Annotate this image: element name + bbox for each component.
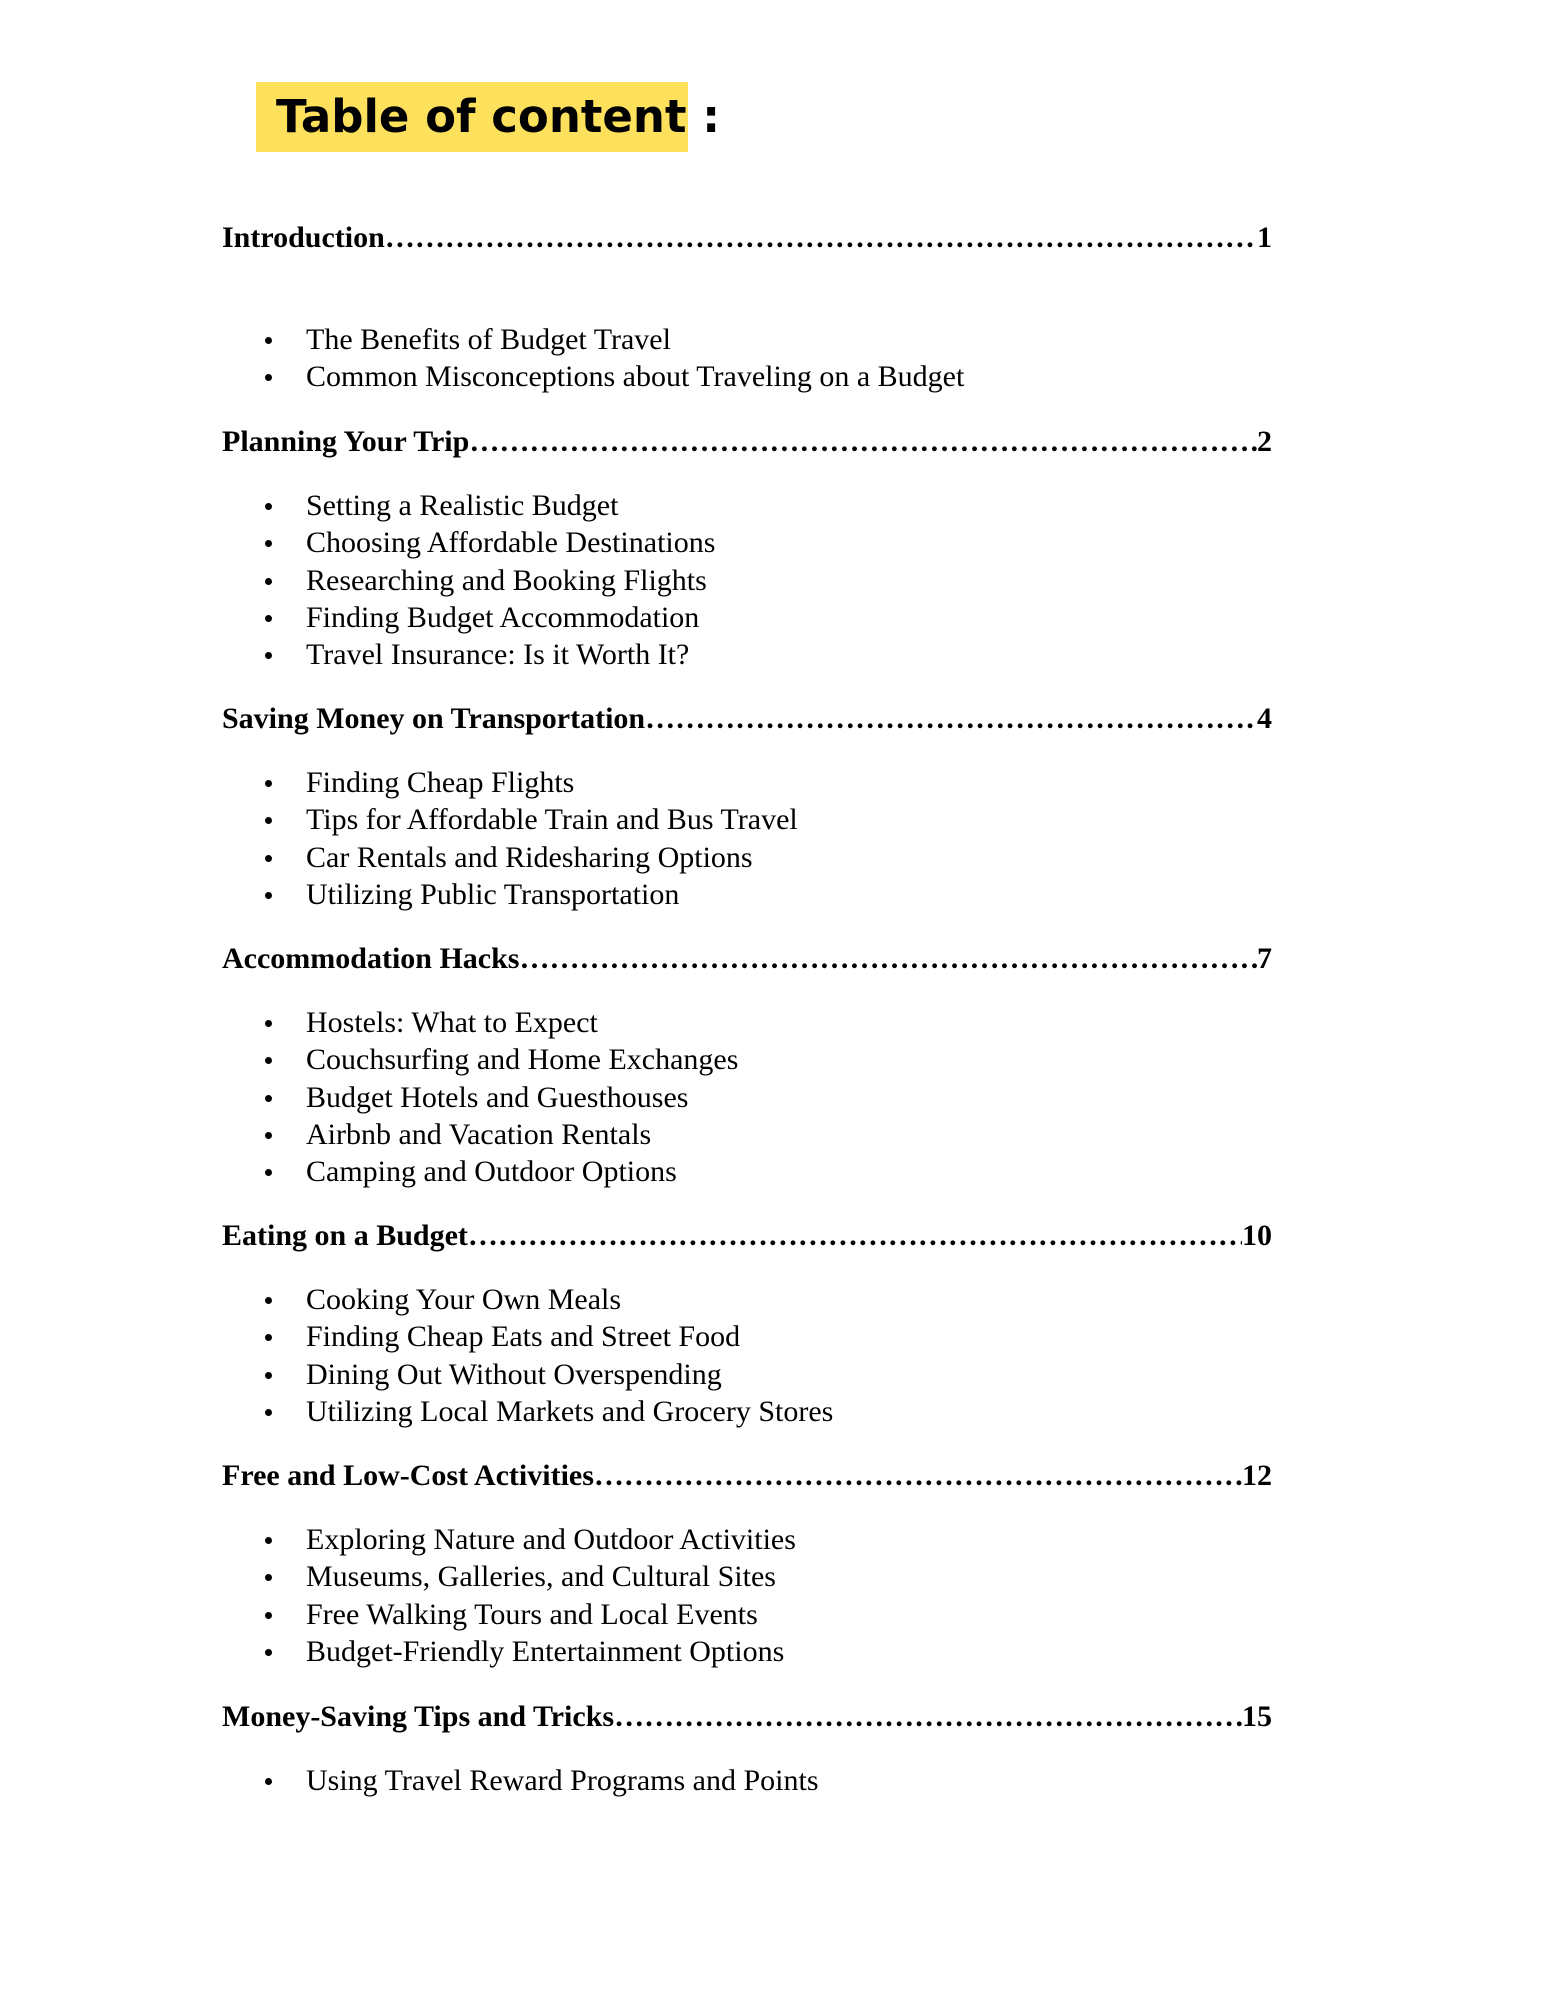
toc-subitem[interactable]: Travel Insurance: Is it Worth It? xyxy=(260,636,715,673)
toc-subitem[interactable]: Dining Out Without Overspending xyxy=(260,1356,833,1393)
toc-heading-page: 1 xyxy=(1257,221,1272,254)
bullet-icon xyxy=(265,1372,272,1379)
bullet-icon xyxy=(265,1334,272,1341)
bullet-icon xyxy=(265,1095,272,1102)
toc-heading-page: 2 xyxy=(1257,425,1272,458)
toc-heading-accommodation[interactable] xyxy=(222,942,1272,982)
toc-subitem[interactable]: Couchsurfing and Home Exchanges xyxy=(260,1041,738,1078)
toc-heading-transportation[interactable] xyxy=(222,702,1272,742)
toc-subitem[interactable]: Museums, Galleries, and Cultural Sites xyxy=(260,1558,796,1595)
toc-heading-eating[interactable] xyxy=(222,1219,1272,1259)
toc-subitem[interactable]: Choosing Affordable Destinations xyxy=(260,524,715,561)
toc-subitem[interactable]: Budget-Friendly Entertainment Options xyxy=(260,1633,796,1670)
bullet-icon xyxy=(265,503,272,510)
toc-heading-title: Planning Your Trip xyxy=(222,425,470,458)
dot-leader xyxy=(469,425,1257,459)
bullet-icon xyxy=(265,1537,272,1544)
dot-leader xyxy=(385,221,1257,255)
toc-subitems-transportation xyxy=(260,764,798,913)
toc-heading-page: 10 xyxy=(1242,1219,1272,1252)
toc-subitem[interactable]: Exploring Nature and Outdoor Activities xyxy=(260,1521,796,1558)
bullet-icon xyxy=(265,1778,272,1785)
bullet-icon xyxy=(265,1057,272,1064)
toc-subitems-activities xyxy=(260,1521,796,1670)
bullet-icon xyxy=(265,1574,272,1581)
toc-heading-title: Free and Low-Cost Activities xyxy=(222,1459,594,1492)
toc-heading-title: Saving Money on Transportation xyxy=(222,702,646,735)
toc-subitem[interactable]: Free Walking Tours and Local Events xyxy=(260,1596,796,1633)
dot-leader xyxy=(468,1219,1242,1253)
toc-heading-title: Introduction xyxy=(222,221,385,254)
bullet-icon xyxy=(265,892,272,899)
toc-subitem[interactable]: Utilizing Public Transportation xyxy=(260,876,798,913)
toc-subitem[interactable]: Finding Budget Accommodation xyxy=(260,599,715,636)
toc-subitems-introduction xyxy=(260,321,964,396)
bullet-icon xyxy=(265,1132,272,1139)
toc-subitem[interactable]: Hostels: What to Expect xyxy=(260,1004,738,1041)
toc-subitem[interactable]: Car Rentals and Ridesharing Options xyxy=(260,839,798,876)
toc-heading-planning[interactable] xyxy=(222,425,1272,465)
dot-leader xyxy=(614,1700,1242,1734)
toc-subitem[interactable]: Using Travel Reward Programs and Points xyxy=(260,1762,819,1799)
toc-heading-money-saving[interactable] xyxy=(222,1700,1272,1740)
toc-subitem[interactable]: Tips for Affordable Train and Bus Travel xyxy=(260,801,798,838)
bullet-icon xyxy=(265,1649,272,1656)
bullet-icon xyxy=(265,1020,272,1027)
toc-subitem[interactable]: Finding Cheap Flights xyxy=(260,764,798,801)
bullet-icon xyxy=(265,1409,272,1416)
dot-leader xyxy=(645,702,1257,736)
bullet-icon xyxy=(265,540,272,547)
toc-subitem[interactable]: The Benefits of Budget Travel xyxy=(260,321,964,358)
bullet-icon xyxy=(265,615,272,622)
dot-leader xyxy=(594,1459,1242,1493)
toc-subitem[interactable]: Budget Hotels and Guesthouses xyxy=(260,1079,738,1116)
dot-leader xyxy=(519,942,1257,976)
bullet-icon xyxy=(265,817,272,824)
bullet-icon xyxy=(265,578,272,585)
bullet-icon xyxy=(265,855,272,862)
bullet-icon xyxy=(265,337,272,344)
toc-heading-page: 12 xyxy=(1242,1459,1272,1492)
toc-subitem[interactable]: Camping and Outdoor Options xyxy=(260,1153,738,1190)
toc-heading-page: 15 xyxy=(1242,1700,1272,1733)
toc-subitems-money-saving xyxy=(260,1762,819,1799)
bullet-icon xyxy=(265,374,272,381)
page-title: Table of content : xyxy=(276,90,721,143)
toc-subitem[interactable]: Researching and Booking Flights xyxy=(260,562,715,599)
toc-heading-introduction[interactable] xyxy=(222,221,1272,261)
toc-heading-title: Accommodation Hacks xyxy=(222,942,520,975)
toc-heading-activities[interactable] xyxy=(222,1459,1272,1499)
bullet-icon xyxy=(265,780,272,787)
bullet-icon xyxy=(265,652,272,659)
toc-heading-title: Money-Saving Tips and Tricks xyxy=(222,1700,615,1733)
bullet-icon xyxy=(265,1169,272,1176)
toc-subitem[interactable]: Finding Cheap Eats and Street Food xyxy=(260,1318,833,1355)
toc-heading-page: 7 xyxy=(1257,942,1272,975)
toc-subitem[interactable]: Airbnb and Vacation Rentals xyxy=(260,1116,738,1153)
toc-subitems-eating xyxy=(260,1281,833,1430)
toc-heading-page: 4 xyxy=(1257,702,1272,735)
toc-subitems-accommodation xyxy=(260,1004,738,1190)
toc-subitem[interactable]: Cooking Your Own Meals xyxy=(260,1281,833,1318)
toc-heading-title: Eating on a Budget xyxy=(222,1219,468,1252)
toc-subitems-planning xyxy=(260,487,715,673)
toc-subitem[interactable]: Common Misconceptions about Traveling on a Budget xyxy=(260,358,964,395)
bullet-icon xyxy=(265,1612,272,1619)
toc-subitem[interactable]: Utilizing Local Markets and Grocery Stores xyxy=(260,1393,833,1430)
toc-subitem[interactable]: Setting a Realistic Budget xyxy=(260,487,715,524)
bullet-icon xyxy=(265,1297,272,1304)
